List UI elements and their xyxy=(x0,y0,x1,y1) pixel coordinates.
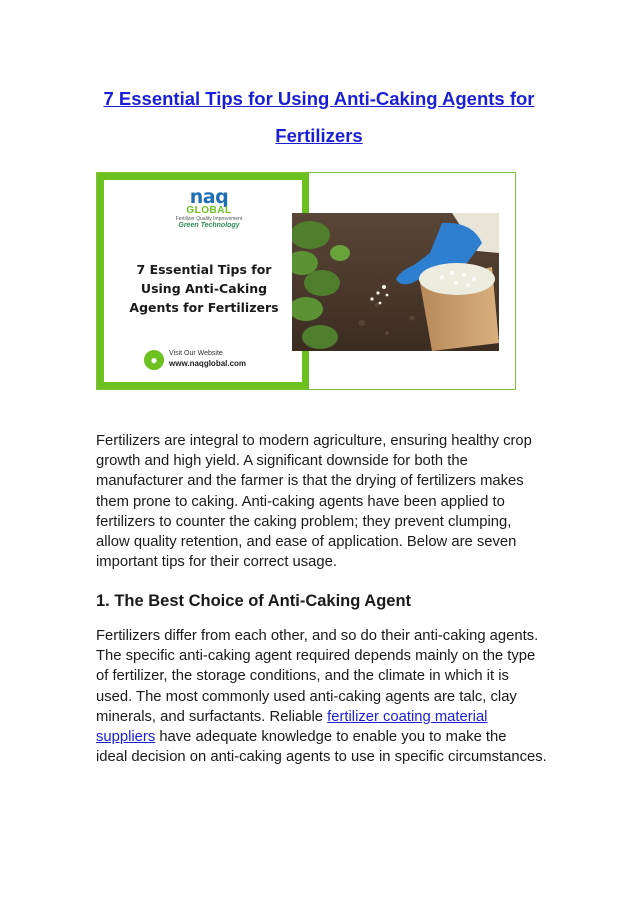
banner-heading-line: Agents for Fertilizers xyxy=(129,300,279,315)
section-line: Fertilizers differ from each other, and so do their anti-caking agents. xyxy=(96,628,539,644)
intro-line: them prone to caking. Anti-caking agents have been applied to xyxy=(96,493,505,510)
section-line: have adequate knowledge to enable you to make the xyxy=(155,729,507,746)
section-line: of fertilizer, the storage conditions, and the climate in which it is xyxy=(96,668,509,685)
intro-line: Fertilizers are integral to modern agriculture, ensuring healthy crop xyxy=(96,433,532,449)
section-line: The specific anti-caking agent required depends mainly on the type xyxy=(96,648,536,665)
intro-line: allow quality retention, and ease of application. Below are seven xyxy=(96,534,517,551)
intro-line: fertilizers to counter the caking problem; they prevent clumping, xyxy=(96,513,512,530)
logo-tagline: Fertilizer Quality Improvement xyxy=(175,216,243,222)
banner-heading-line: Using Anti-Caking xyxy=(140,281,268,296)
globe-icon: ● xyxy=(144,350,164,370)
logo-tech: Green Technology xyxy=(178,222,240,229)
banner-heading-line: 7 Essential Tips for xyxy=(136,262,272,277)
logo-sub: GLOBAL xyxy=(186,205,232,216)
intro-line: growth and high yield. A significant downside for both the xyxy=(96,453,468,470)
title-link-line1[interactable]: 7 Essential Tips for Using Anti-Caking Agents for xyxy=(103,88,535,109)
fertilizer-photo xyxy=(292,213,499,351)
section-line: used. The most commonly used anti-caking agents are talc, clay xyxy=(96,688,517,705)
visit-label: Visit Our Website xyxy=(169,350,223,357)
banner-left-panel xyxy=(97,173,309,389)
supplier-link[interactable]: fertilizer coating material xyxy=(327,708,488,725)
supplier-link-cont[interactable]: suppliers xyxy=(96,729,156,746)
naq-global-logo xyxy=(174,188,244,232)
fertilizer-granules xyxy=(419,263,495,295)
banner-heading xyxy=(112,260,296,317)
article-banner xyxy=(96,172,516,390)
section-line: ideal decision on anti-caking agents to use in specific circumstances. xyxy=(96,749,547,766)
intro-line: manufacturer and the farmer is that the drying of fertilizers makes xyxy=(96,473,524,490)
section-line: minerals, and surfactants. Reliable xyxy=(96,708,328,725)
visit-url[interactable]: www.naqglobal.com xyxy=(169,359,247,368)
section-heading: 1. The Best Choice of Anti-Caking Agent xyxy=(96,592,412,610)
section-paragraph xyxy=(96,626,548,767)
title-link-line2[interactable]: Fertilizers xyxy=(275,125,363,146)
logo-brand: naq xyxy=(189,186,229,208)
page-title xyxy=(96,80,542,154)
intro-paragraph xyxy=(96,431,548,572)
intro-line: important tips for their correct usage. xyxy=(96,554,337,571)
